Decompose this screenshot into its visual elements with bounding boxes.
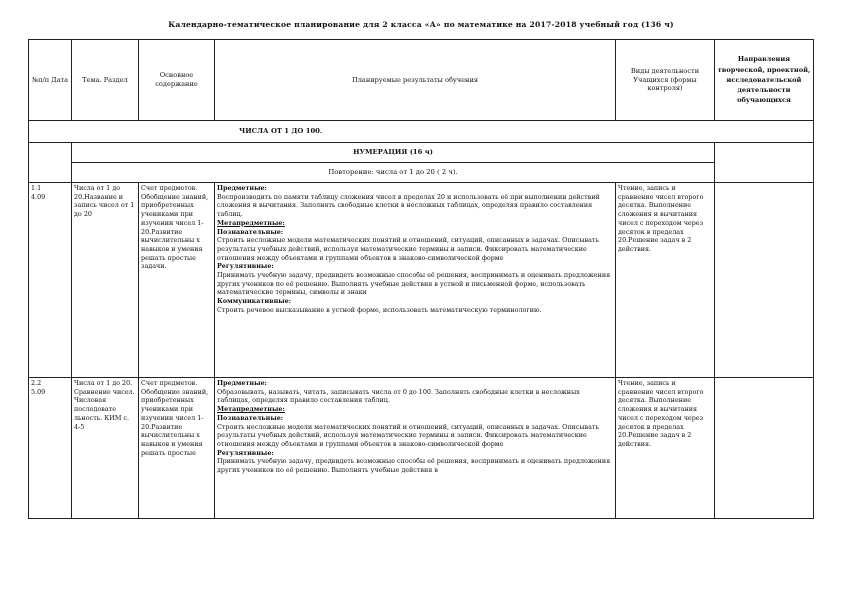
header-topic: Тема. Раздел <box>72 40 139 121</box>
regulatory-text: Принимать учебную задачу, предвидеть возможные способы её решения, воспринимать и оценивать предложения других учеников по её решению. Выполнять учебные действия в устной и письменной форме, использовать математические термины, символы и знаки <box>217 271 611 297</box>
subject-text: Образовывать, называть, читать, записывать числа от 0 до 100. Заполнять свободные клетки в несложных таблицах, определяя правило составления таблиц. <box>217 387 580 405</box>
row-num-cell <box>29 183 72 378</box>
table-row <box>29 183 814 378</box>
row-results <box>215 183 616 378</box>
communicative-text: Строить речевое высказывание в устной форме, использовать математическую терминологию. <box>217 305 542 314</box>
header-num: №п/п Дата <box>29 40 72 121</box>
subsection-row <box>29 143 814 163</box>
repeat-title: Повторение: числа от 1 до 20 ( 2 ч). <box>72 163 715 183</box>
row-topic: Числа от 1 до 20.Название и запись чисел от 1 до 20 <box>72 183 139 378</box>
subject-heading: Предметные: <box>217 184 267 192</box>
subsection-title: НУМЕРАЦИЯ (16 ч) <box>72 143 715 163</box>
row-date: 5.09 <box>31 387 46 396</box>
section-row <box>29 121 814 143</box>
communicative-heading: Коммуникативные: <box>217 297 292 306</box>
row-topic: Числа от 1 до 20. Сравнение чисел. Числовая последовате льность. КИМ с. 4-5 <box>72 378 139 519</box>
meta-heading: Метапредметные: <box>217 405 285 414</box>
meta-heading: Метапредметные: <box>217 218 285 227</box>
row-content: Счет предметов. Обобщение знаний, приобретенных учениками при изучении чисел 1-20.Развитие вычислительны х навыков и умения решать простые <box>139 378 215 519</box>
subject-text: Воспроизводить по памяти таблицу сложения чисел в пределах 20 и использовать её при выполнении действий сложения и вычитания. Заполнять свободные клетки в несложных таблицах, определяя правило составления таблиц. <box>217 192 600 219</box>
header-directions: Направления творческой, проектной, исследовательской деятельности обучающихся <box>715 40 814 121</box>
row-results <box>215 378 616 519</box>
header-activities: Виды деятельности Учащихся (формы контроля) <box>616 40 715 121</box>
header-row <box>29 40 814 121</box>
row-activities: Чтение, запись и сравнение чисел второго десятка. Выполнение сложения и вычитания чисел с переходом через десяток в пределах 20.Решение задач в 2 действия. <box>616 183 715 378</box>
row-num: 2.2 <box>31 379 42 387</box>
section-title: ЧИСЛА ОТ 1 ДО 100. <box>29 121 814 143</box>
header-results: Планируемые результаты обучения <box>215 40 616 121</box>
planning-table <box>28 39 814 519</box>
repeat-row <box>29 163 814 183</box>
header-content: Основное содержание <box>139 40 215 121</box>
row-directions <box>715 378 814 519</box>
table-row <box>29 378 814 519</box>
cognitive-text: Строить несложные модели математических понятий и отношений, ситуаций, описанных в задачах. Описывать результаты учебных действий, используя математические термины и записи. Фиксировать математические отношения между объектами и группами объектов в знаково-символической форме <box>217 236 599 262</box>
regulatory-text: Принимать учебную задачу, предвидеть возможные способы её решения, воспринимать и оценивать предложения других учеников по её решению. Выполнять учебные действия в <box>217 457 611 475</box>
regulatory-heading: Регулятивные: <box>217 262 274 271</box>
row-date: 4.09 <box>31 192 46 201</box>
cognitive-heading: Познавательные: <box>217 413 284 422</box>
cognitive-text: Строить несложные модели математических понятий и отношений, ситуаций, описанных в задачах. Описывать результаты учебных действий, используя математические термины и записи. Фиксировать математические отношения между объектами и группами объектов в знаково-символической форме <box>217 422 599 448</box>
row-directions <box>715 183 814 378</box>
row-num-cell <box>29 378 72 519</box>
page-title: Календарно-тематическое планирование для 2 класса «А» по математике на 2017-2018 учебный год (136 ч) <box>168 20 674 29</box>
row-content: Счет предметов. Обобщение знаний, приобретенных учениками при изучении чисел 1-20.Развитие вычислительны х навыков и умения решать простые задачи. <box>139 183 215 378</box>
subject-heading: Предметные: <box>217 379 267 387</box>
cognitive-heading: Познавательные: <box>217 227 284 236</box>
row-num: 1.1 <box>31 184 42 192</box>
regulatory-heading: Регулятивные: <box>217 448 274 457</box>
row-activities: Чтение, запись и сравнение чисел второго десятка. Выполнение сложения и вычитания чисел с переходом через десяток в пределах 20.Решение задач в 2 действия. <box>616 378 715 519</box>
